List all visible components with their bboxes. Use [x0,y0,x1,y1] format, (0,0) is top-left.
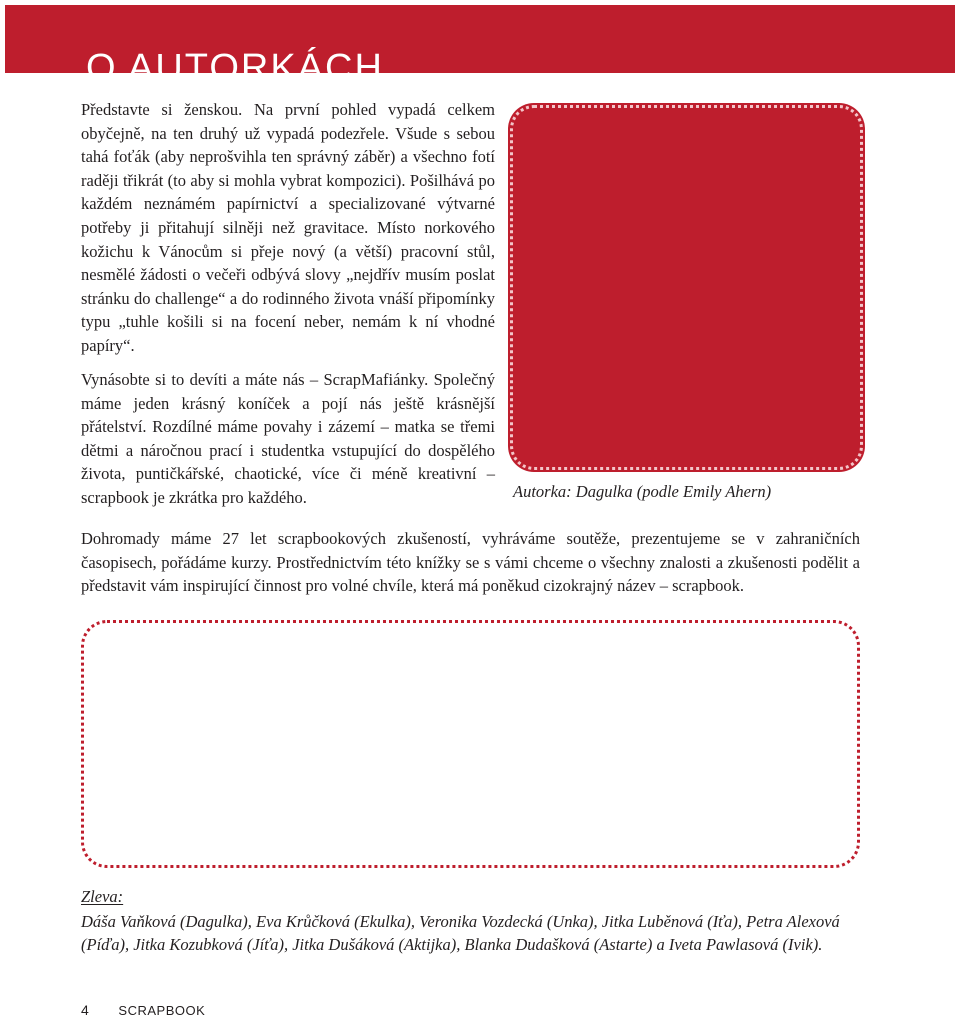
group-photo-placeholder [81,620,860,868]
author-photo-caption: Autorka: Dagulka (podle Emily Ahern) [513,482,772,501]
intro-paragraph: Představte si ženskou. Na první pohled vypadá celkem obyčejně, na ten druhý už vypadá podezřele. Všude s sebou tahá foťák (aby neprošvihla ten správný záběr) a všechno fotí raději třikrát (to aby si mohla vybrat kompozici). Pošilhává po každém neznámém papírnictví a specializované výtvarné potřeby ji přitahují silněji než gravitace. Místo norkového kožichu k Vánocům si přeje nový (a větší) pracovní stůl, nesmělé žádosti o večeři odbývá slovy „nejdřív musím poslat stránku do challenge“ a do rodinného života vnáší připomínky typu „tuhle košili si na focení neber, nemám k ní vhodné papíry“. [81,100,495,355]
header-band [5,5,955,90]
author-photo-placeholder [510,105,863,470]
group-caption-label: Zleva: [81,887,124,906]
page-footer [81,1002,205,1019]
experience-paragraph: Dohromady máme 27 let scrapbookových zkušeností, vyhráváme soutěže, prezentujeme se v zahraničních časopisech, pořádáme kurzy. Prostřednictvím této knížky se s vámi chceme o všechny znalosti a zkušenosti podělit a představit vám inspirující činnost pro volné chvíle, která má poněkud cizokrajný název – scrapbook. [81,529,860,596]
group-paragraph: Vynásobte si to devíti a máte nás – ScrapMafiánky. Společný máme jeden krásný koníček a pojí nás ještě krásnější přátelství. Rozdílné máme povahy i zázemí – matka se třemi dětmi a náročnou prací i studentka vstupující do dospělého života, puntičkářské, chaotické, více či méně kreativní – scrapbook je zkrátka pro každého. [81,370,495,507]
section-name: SCRAPBOOK [118,1003,206,1018]
page-title: O AUTORKÁCH [86,47,384,90]
group-caption-names: Dáša Vaňková (Dagulka), Eva Krůčková (Ekulka), Veronika Vozdecká (Unka), Jitka Luběnová (Iťa), Petra Alexová (Píďa), Jitka Kozubková (Jíťa), Jitka Dušáková (Aktijka), Blanka Dudašková (Astarte) a Iveta Pawlasová (Ivik). [81,912,840,954]
page-number: 4 [81,1002,89,1018]
